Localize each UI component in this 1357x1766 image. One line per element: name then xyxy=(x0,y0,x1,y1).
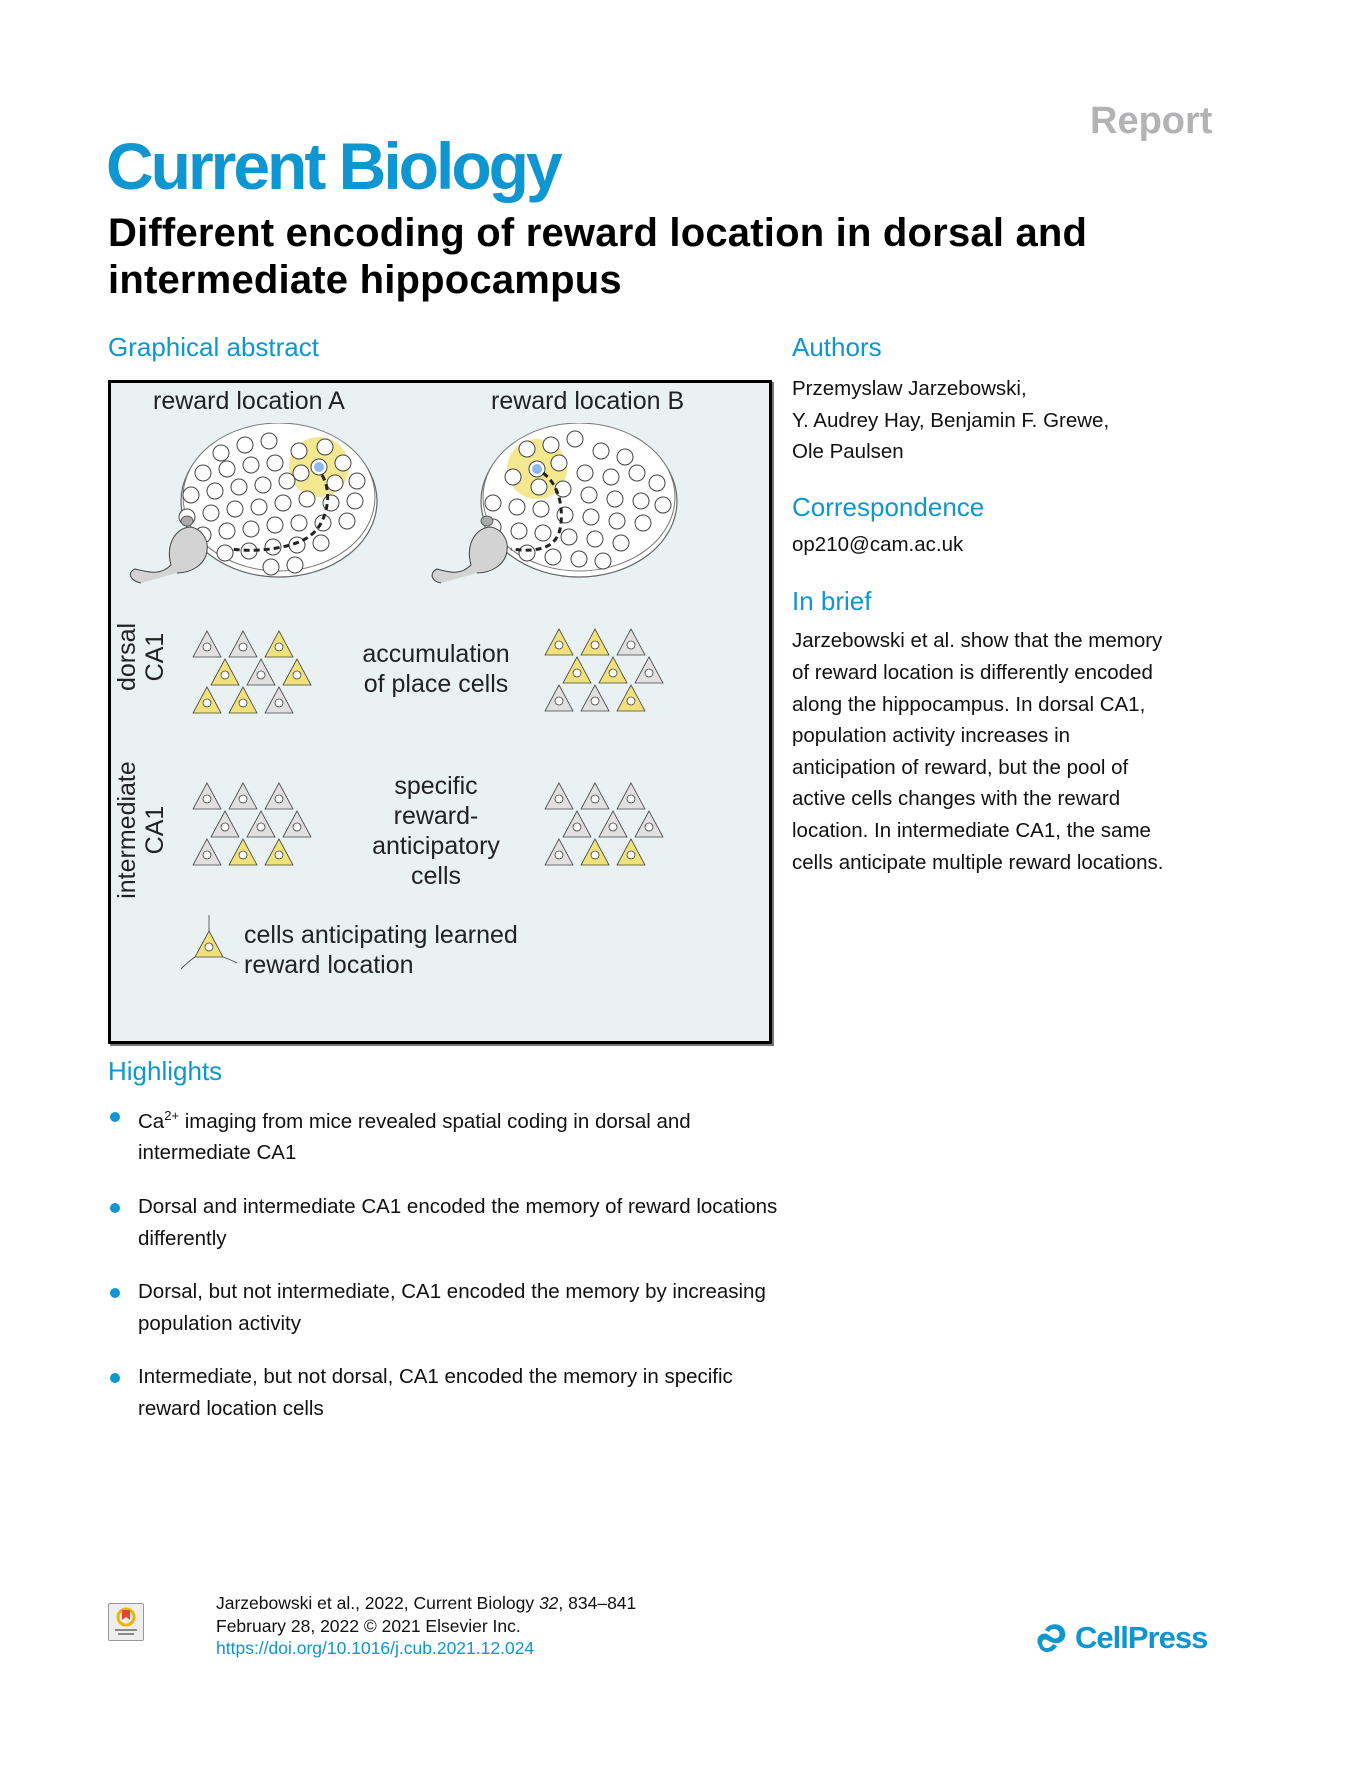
highlight-item xyxy=(108,1361,788,1424)
citation-block xyxy=(216,1592,636,1660)
publisher-name: CellPress xyxy=(1075,1620,1208,1655)
citation-line xyxy=(216,1592,636,1615)
dorsal-caption xyxy=(351,639,521,699)
intermediate-caption-line2: reward- xyxy=(393,802,479,830)
cellpress-logo xyxy=(1035,1620,1207,1656)
highlight-prefix: Ca xyxy=(138,1109,165,1133)
highlight-text: Intermediate, but not dorsal, CA1 encoded the memory in specific reward location cells xyxy=(138,1365,733,1420)
correspondence-email[interactable]: op210@cam.ac.uk xyxy=(792,532,964,556)
highlight-text: imaging from mice revealed spatial coding in dorsal and intermediate CA1 xyxy=(138,1109,691,1165)
dorsal-caption-line1: accumulation xyxy=(362,640,510,668)
in-brief-text xyxy=(792,625,1242,878)
highlight-superscript: 2+ xyxy=(164,1108,180,1123)
sidebar-column xyxy=(792,332,1242,878)
highlights-list xyxy=(108,1100,788,1447)
graphical-abstract-figure xyxy=(108,380,772,1044)
dorsal-cells-a-illustration xyxy=(179,611,319,721)
bullet-icon xyxy=(110,1373,120,1383)
intermediate-caption-line4: cells xyxy=(410,862,461,890)
highlight-text: Dorsal and intermediate CA1 encoded the memory of reward locations differently xyxy=(138,1195,778,1250)
highlights-heading: Highlights xyxy=(108,1056,223,1086)
bullet-icon xyxy=(110,1112,120,1122)
article-type-label: Report xyxy=(1090,100,1213,142)
intermediate-caption-line3: anticipatory xyxy=(372,832,500,860)
doi-link[interactable]: https://doi.org/10.1016/j.cub.2021.12.024 xyxy=(216,1638,535,1658)
cellpress-logo-icon xyxy=(1035,1622,1069,1654)
row-label-dorsal xyxy=(113,613,169,701)
legend-caption xyxy=(244,920,518,980)
highlight-item xyxy=(108,1276,788,1339)
highlight-item xyxy=(108,1191,788,1254)
citation-volume: 32 xyxy=(538,1593,559,1613)
bullet-icon xyxy=(110,1288,120,1298)
author-line: Przemyslaw Jarzebowski, xyxy=(792,377,1027,400)
in-brief-heading: In brief xyxy=(792,586,872,617)
legend-caption-line2: reward location xyxy=(244,951,414,979)
bullet-icon xyxy=(110,1203,120,1213)
row-label-intermediate-line2: CA1 xyxy=(141,805,169,855)
intermediate-cells-b-illustration xyxy=(531,763,671,873)
highlight-item xyxy=(108,1100,788,1169)
intermediate-cells-a-illustration xyxy=(179,763,319,873)
check-for-updates-icon xyxy=(109,1604,143,1640)
in-brief-line: cells anticipate multiple reward locations. xyxy=(792,850,1164,874)
author-line: Y. Audrey Hay, Benjamin F. Grewe, xyxy=(792,408,1110,432)
journal-name: Current Biology xyxy=(106,129,560,203)
reward-location-a-label: reward location A xyxy=(153,387,345,415)
author-line: Ole Paulsen xyxy=(792,440,904,464)
authors-heading: Authors xyxy=(792,332,882,362)
in-brief-line: anticipation of reward, but the pool of xyxy=(792,755,1129,779)
maze-b-illustration xyxy=(431,423,691,598)
row-label-intermediate-line1: intermediate xyxy=(113,761,141,899)
check-for-updates-badge[interactable] xyxy=(108,1603,144,1641)
in-brief-line: active cells changes with the reward xyxy=(792,787,1121,811)
in-brief-line: population activity increases in xyxy=(792,724,1071,748)
authors-list xyxy=(792,373,1242,468)
maze-a-illustration xyxy=(121,423,381,598)
in-brief-line: location. In intermediate CA1, the same xyxy=(792,818,1151,842)
active-cell-legend-icon xyxy=(179,913,239,973)
reward-location-b-label: reward location B xyxy=(491,387,685,415)
publication-date-line: February 28, 2022 © 2021 Elsevier Inc. xyxy=(216,1615,521,1636)
dorsal-caption-line2: of place cells xyxy=(363,670,509,698)
highlight-text: Dorsal, but not intermediate, CA1 encoded the memory by increasing population activity xyxy=(138,1280,766,1335)
graphical-abstract-heading: Graphical abstract xyxy=(108,332,319,362)
in-brief-line: of reward location is differently encoded xyxy=(792,660,1153,684)
row-label-intermediate xyxy=(113,745,169,915)
row-label-dorsal-line1: dorsal xyxy=(113,622,141,692)
correspondence-heading: Correspondence xyxy=(792,491,985,522)
legend-caption-line1: cells anticipating learned xyxy=(244,921,518,949)
row-label-dorsal-line2: CA1 xyxy=(141,632,169,682)
citation-pages: , 834–841 xyxy=(558,1593,637,1613)
intermediate-caption xyxy=(351,771,521,891)
in-brief-line: along the hippocampus. In dorsal CA1, xyxy=(792,692,1146,716)
intermediate-caption-line1: specific xyxy=(394,772,478,800)
in-brief-line: Jarzebowski et al. show that the memory xyxy=(792,629,1163,653)
citation-text: Jarzebowski et al., 2022, Current Biology xyxy=(216,1593,539,1613)
dorsal-cells-b-illustration xyxy=(531,609,671,719)
article-title: Different encoding of reward location in dorsal and intermediate hippocampus xyxy=(108,211,1088,302)
